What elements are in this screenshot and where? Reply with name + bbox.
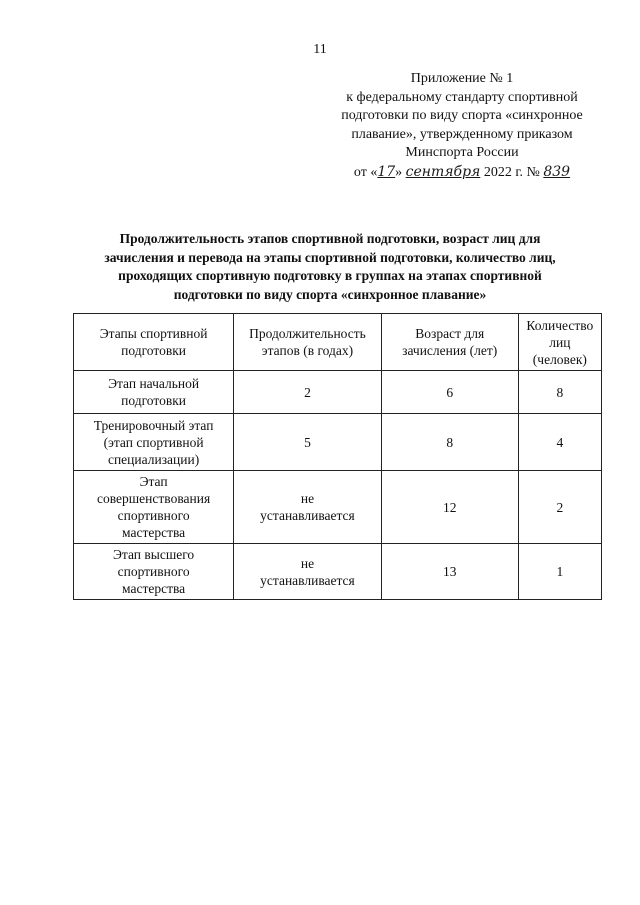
cell-count: 8 (518, 371, 601, 414)
table-row (74, 414, 602, 471)
table-row (74, 371, 602, 414)
title-line: Продолжительность этапов спортивной подготовки, возраст лиц для (119, 231, 541, 246)
cell-count: 1 (518, 544, 601, 600)
document-title (70, 230, 590, 304)
cell-stage: Этап высшего спортивного мастерства (74, 544, 234, 600)
cell-count: 2 (518, 471, 601, 544)
table-header-row (74, 314, 602, 371)
cell-duration: 2 (234, 371, 382, 414)
appendix-line: к федеральному стандарту спортивной (346, 89, 578, 105)
appendix-header (312, 70, 612, 182)
cell-age: 6 (381, 371, 518, 414)
stages-table (73, 313, 602, 600)
cell-stage: Тренировочный этап (этап спортивной специализации) (74, 414, 234, 471)
header-duration: Продолжительность этапов (в годах) (234, 314, 382, 371)
cell-age: 12 (381, 471, 518, 544)
header-stages: Этапы спортивной подготовки (74, 314, 234, 371)
cell-age: 8 (381, 414, 518, 471)
cell-stage: Этап начальной подготовки (74, 371, 234, 414)
cell-age: 13 (381, 544, 518, 600)
cell-duration: не устанавливается (234, 471, 382, 544)
date-year: 2022 г. № (480, 164, 544, 180)
appendix-line: плавание», утвержденному приказом (351, 126, 573, 142)
appendix-line: Приложение № 1 (410, 71, 514, 86)
date-prefix: от « (353, 164, 378, 180)
table-row (74, 544, 602, 600)
cell-count: 4 (518, 414, 601, 471)
title-line: зачисления и перевода на этапы спортивной подготовки, количество лиц, (104, 249, 556, 265)
date-day: 17 (377, 163, 396, 180)
appendix-line: Минспорта России (405, 145, 519, 160)
header-age: Возраст для зачисления (лет) (381, 314, 518, 371)
page-number: 11 (313, 42, 327, 57)
cell-stage: Этап совершенствования спортивного мастерства (74, 471, 234, 544)
appendix-line: подготовки по виду спорта «синхронное (341, 108, 583, 123)
date-month: сентября (405, 163, 481, 180)
header-count: Количество лиц (человек) (518, 314, 601, 371)
cell-duration: 5 (234, 414, 382, 471)
order-number: 839 (543, 163, 571, 180)
cell-duration: не устанавливается (234, 544, 382, 600)
appendix-date-line (312, 163, 612, 183)
table-row (74, 471, 602, 544)
date-mid: » (395, 164, 406, 180)
title-line: проходящих спортивную подготовку в группах на этапах спортивной (118, 268, 542, 283)
title-line: подготовки по виду спорта «синхронное плавание» (173, 286, 487, 302)
